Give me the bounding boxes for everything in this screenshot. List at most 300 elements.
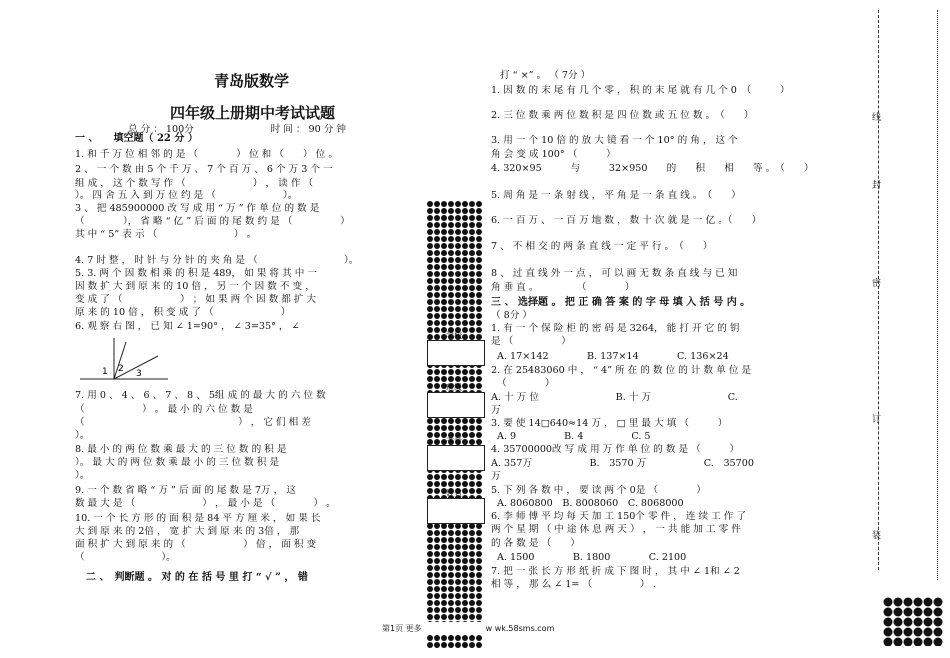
binding-dot	[462, 299, 468, 305]
binding-dot	[448, 201, 454, 207]
left-line: 3 、 把 485900000 改 写 成 用 “ 万 ” 作 单 位 的 数 是	[75, 203, 320, 214]
corner-dot	[924, 638, 933, 647]
figure-label-1: 1	[102, 367, 108, 377]
binding-dot	[455, 208, 461, 214]
binding-dot	[448, 614, 454, 620]
binding-dot	[434, 600, 440, 606]
corner-dot	[934, 638, 943, 647]
binding-dot	[427, 642, 433, 648]
binding-dot	[448, 243, 454, 249]
binding-dot	[434, 376, 440, 382]
binding-dot	[427, 635, 433, 641]
binding-line-outer	[937, 10, 938, 580]
binding-dot	[476, 257, 482, 263]
right-line: 角 会 变 成 100° （ ）	[491, 149, 616, 160]
binding-dot	[476, 635, 482, 641]
binding-dot	[476, 558, 482, 564]
binding-dot	[455, 593, 461, 599]
right-line: 万	[491, 405, 501, 416]
right-line: 角 垂 直 。 （ ）	[491, 282, 635, 293]
binding-dot	[476, 285, 482, 291]
binding-dot	[462, 593, 468, 599]
binding-dot	[462, 418, 468, 424]
right-line: 3. 用 一 个 10 倍 的 放 大 镜 看 一 个 10° 的 角 ， 这 个	[491, 135, 738, 146]
right-line: 6. 一 百 万 、 一 百 万 地 数 ， 数 十 次 就 是 一 亿 。（ ）	[491, 215, 762, 226]
figure-label-2: 2	[118, 364, 124, 374]
binding-dot	[448, 313, 454, 319]
binding-dot	[434, 208, 440, 214]
binding-dot	[455, 572, 461, 578]
binding-dot	[476, 586, 482, 592]
binding-dot	[441, 292, 447, 298]
binding-dot	[434, 236, 440, 242]
doc-subtitle: 四年级上册期中考试试题	[170, 104, 336, 122]
binding-dot	[462, 530, 468, 536]
binding-dot	[455, 306, 461, 312]
binding-dot	[455, 607, 461, 613]
binding-dot	[448, 530, 454, 536]
binding-dot	[448, 558, 454, 564]
binding-dot	[434, 222, 440, 228]
binding-dot	[434, 250, 440, 256]
corner-dot	[934, 598, 943, 607]
binding-dot	[469, 635, 475, 641]
binding-dot	[476, 579, 482, 585]
binding-dot	[455, 614, 461, 620]
left-line: 原 来 的 10 倍 ， 积 变 成 了 （ ）	[75, 307, 291, 318]
binding-dot	[469, 544, 475, 550]
binding-dot	[462, 327, 468, 333]
binding-dot	[455, 264, 461, 270]
binding-dot	[441, 215, 447, 221]
binding-dot	[434, 257, 440, 263]
binding-dot	[476, 488, 482, 494]
binding-dot	[434, 530, 440, 536]
binding-dot	[462, 586, 468, 592]
binding-dot	[427, 488, 433, 494]
binding-dot	[469, 222, 475, 228]
binding-dot	[427, 278, 433, 284]
binding-dot	[469, 306, 475, 312]
binding-dot	[434, 607, 440, 613]
right-line: 8 、 过 直 线 外 一 点 ， 可 以 画 无 数 条 直 线 与 已 知	[491, 268, 738, 279]
binding-dot	[469, 481, 475, 487]
binding-dot	[434, 327, 440, 333]
binding-dot	[441, 306, 447, 312]
right-line: A. 9 B. 4 C. 5	[497, 431, 651, 442]
binding-dot	[476, 306, 482, 312]
binding-dot	[469, 488, 475, 494]
binding-dot	[455, 313, 461, 319]
binding-dot	[448, 236, 454, 242]
left-line: （ ） 。 最 小 的 六 位 数 是	[75, 404, 253, 415]
right-line: 6. 李 师 傅 平 均 每 天 加 工 150个 零 件 ， 连 续 工 作 了	[491, 511, 747, 522]
binding-dot	[441, 558, 447, 564]
right-line: 2. 在 25483060 中 ， “ 4” 所 在 的 数 位 的 计 数 单 位 是	[491, 365, 752, 376]
right-line: 两 个 星 期 （ 中 途 休 息 两 天 ） ， 一 共 能 加 工 零 件	[491, 524, 741, 535]
right-line: 的 各 数 是 （ ）	[491, 538, 580, 549]
binding-dot	[448, 215, 454, 221]
binding-dot	[462, 271, 468, 277]
binding-dot	[469, 236, 475, 242]
binding-dot	[441, 481, 447, 487]
binding-dot	[455, 586, 461, 592]
binding-dot	[448, 537, 454, 543]
binding-dot	[469, 320, 475, 326]
binding-dot	[476, 614, 482, 620]
binding-dot	[455, 530, 461, 536]
binding-dot	[462, 572, 468, 578]
binding-dot	[476, 327, 482, 333]
binding-dot	[427, 572, 433, 578]
binding-dot	[427, 600, 433, 606]
binding-dot	[476, 530, 482, 536]
left-line: 二 、 判断题 。 对 的 在 括 号 里 打 “ √ ” ， 错	[86, 572, 308, 583]
binding-dot	[462, 313, 468, 319]
binding-dot	[441, 551, 447, 557]
binding-dot	[434, 579, 440, 585]
binding-dot	[469, 537, 475, 543]
left-line: （ ）。	[75, 552, 176, 563]
binding-dot	[441, 565, 447, 571]
binding-dot	[476, 565, 482, 571]
binding-dot	[441, 607, 447, 613]
binding-dot	[434, 271, 440, 277]
left-line: 因 数 扩 大 到 原 来 的 10 倍 ， 另 一 个 因 数 不 变 ，	[75, 281, 315, 292]
binding-dot	[427, 607, 433, 613]
binding-dot	[476, 376, 482, 382]
binding-dot	[469, 586, 475, 592]
binding-dot	[427, 593, 433, 599]
binding-dot	[476, 292, 482, 298]
binding-dot	[448, 593, 454, 599]
binding-dot	[441, 243, 447, 249]
binding-dot	[469, 278, 475, 284]
binding-dot	[462, 432, 468, 438]
binding-dot	[462, 278, 468, 284]
binding-dot	[427, 236, 433, 242]
binding-dot	[441, 250, 447, 256]
binding-dot	[427, 208, 433, 214]
binding-dot	[441, 320, 447, 326]
binding-dot	[441, 474, 447, 480]
binding-dot	[476, 236, 482, 242]
binding-dot	[441, 313, 447, 319]
left-line: 2 、 一 个 数 由 5 个 千 万 、 7 个 百 万 、 6 个 万 3 个 一	[75, 164, 333, 175]
binding-dot	[455, 278, 461, 284]
binding-dot	[427, 299, 433, 305]
binding-dot	[448, 425, 454, 431]
binding-dot	[455, 299, 461, 305]
binding-dot	[455, 474, 461, 480]
binding-dot	[427, 327, 433, 333]
binding-dot	[427, 222, 433, 228]
binding-dot	[441, 593, 447, 599]
binding-dot	[455, 551, 461, 557]
left-line: 7. 用 0 、 4 、 6 、 7 、 8 、 5组 成 的 最 大 的 六 位 数	[75, 390, 326, 401]
binding-dot	[469, 593, 475, 599]
binding-dot	[448, 229, 454, 235]
binding-dot	[448, 474, 454, 480]
binding-dot	[448, 607, 454, 613]
right-line: 2. 三 位 数 乘 两 位 数 积 是 四 位 数 或 五 位 数 。 （ ）	[491, 110, 754, 121]
binding-dot	[469, 292, 475, 298]
right-line: （ ）	[497, 378, 555, 389]
corner-dot	[924, 618, 933, 627]
left-line: 一 、 填空题（ 22 分 ）	[75, 133, 198, 144]
binding-dot	[434, 299, 440, 305]
binding-dot	[441, 229, 447, 235]
left-line: 组 成 ， 这 个 数 写 作 （ ） ， 读 作 （	[75, 178, 314, 189]
binding-dot	[448, 264, 454, 270]
binding-dot	[441, 285, 447, 291]
binding-dot	[462, 306, 468, 312]
binding-char-bind: 订	[872, 415, 882, 425]
binding-dot	[441, 299, 447, 305]
corner-dot	[914, 618, 923, 627]
binding-dot	[462, 222, 468, 228]
binding-dot	[448, 271, 454, 277]
corner-dot	[934, 628, 943, 637]
left-line: 大 到 原 来 的 2倍 ， 宽 扩 大 到 原 来 的 3倍 ， 那	[75, 526, 300, 537]
binding-dot	[469, 264, 475, 270]
binding-dot	[462, 481, 468, 487]
right-line: 7 、 不 相 交 的 两 条 直 线 一 定 平 行 。 （ ）	[491, 241, 713, 252]
binding-dot	[434, 635, 440, 641]
binding-dot	[434, 481, 440, 487]
binding-dot	[434, 572, 440, 578]
binding-dot	[455, 579, 461, 585]
binding-dot	[476, 425, 482, 431]
binding-dot	[469, 432, 475, 438]
corner-dot	[914, 628, 923, 637]
binding-dot	[476, 299, 482, 305]
binding-dot	[434, 264, 440, 270]
binding-dot	[434, 537, 440, 543]
binding-dot	[434, 432, 440, 438]
binding-dot	[462, 215, 468, 221]
right-line: 5. 下 列 各 数 中 ， 要 读 两 个 0是 （ ）	[491, 485, 706, 496]
binding-dot	[469, 579, 475, 585]
corner-dot	[924, 628, 933, 637]
right-line: 1. 有 一 个 保 险 柜 的 密 码 是 3264， 能 打 开 它 的 钥	[491, 323, 740, 334]
left-line: ）。	[75, 470, 90, 481]
right-line: 7. 把 一 张 长 方 形 纸 折 成 下 图 时 ， 其 中 ∠ 1和 ∠ 2	[491, 566, 740, 577]
left-line: 9. 一 个 数 省 略 “ 万 ” 后 面 的 尾 数 是 7万 ， 这	[75, 485, 296, 496]
binding-dot	[476, 313, 482, 319]
binding-dot	[462, 425, 468, 431]
left-line: 其 中 “ 5” 表 示 （ ） 。	[75, 229, 257, 240]
corner-dot	[934, 618, 943, 627]
binding-dot	[469, 299, 475, 305]
binding-dot	[476, 320, 482, 326]
class-field[interactable]	[427, 392, 485, 418]
binding-dot	[462, 600, 468, 606]
binding-dot	[455, 544, 461, 550]
binding-dot	[427, 320, 433, 326]
corner-dot	[884, 608, 893, 617]
binding-dot	[462, 236, 468, 242]
exam-number-field[interactable]	[427, 445, 485, 471]
binding-dot	[469, 614, 475, 620]
binding-dot	[427, 586, 433, 592]
corner-dot	[904, 618, 913, 627]
name-label: 姓名	[446, 489, 462, 498]
right-line: A. 十 万 位 B. 十 万 C.	[491, 392, 738, 403]
binding-dot	[441, 425, 447, 431]
corner-dot	[904, 608, 913, 617]
binding-dot	[462, 607, 468, 613]
binding-dot	[427, 565, 433, 571]
binding-dot	[434, 586, 440, 592]
right-line: A. 17×142 B. 137×14 C. 136×24	[497, 351, 729, 362]
binding-dot	[427, 250, 433, 256]
left-line: 6. 观 察 右 图 ， 已 知 ∠ 1=90° ， ∠ 3=35° ， ∠	[75, 321, 300, 332]
binding-dot	[441, 222, 447, 228]
right-line: A. 1500 B. 1800 C. 2100	[497, 552, 687, 563]
binding-dot	[462, 614, 468, 620]
right-line: A. 357万 B. 3570 万 C. 35700	[491, 458, 754, 469]
binding-dot	[434, 418, 440, 424]
binding-dot	[462, 537, 468, 543]
right-line: 1. 因 数 的 末 尾 有 几 个 零 ， 积 的 末 尾 就 有 几 个 0 （ ）	[491, 85, 790, 96]
binding-dot	[434, 383, 440, 389]
binding-dot	[448, 418, 454, 424]
binding-dot	[462, 208, 468, 214]
binding-dot	[469, 607, 475, 613]
binding-dot	[469, 558, 475, 564]
binding-dot	[441, 271, 447, 277]
binding-dot	[462, 544, 468, 550]
binding-dot	[455, 320, 461, 326]
binding-dot	[448, 292, 454, 298]
binding-dot	[434, 292, 440, 298]
binding-dot	[462, 243, 468, 249]
binding-dot	[462, 383, 468, 389]
binding-dot	[476, 264, 482, 270]
binding-dot	[427, 229, 433, 235]
binding-dot	[469, 271, 475, 277]
corner-dot	[914, 638, 923, 647]
binding-dot	[469, 327, 475, 333]
binding-dot	[448, 208, 454, 214]
right-line: 4. 35700000改 写 成 用 万 作 单 位 的 数 是 （ ）	[491, 444, 740, 455]
binding-dot	[476, 474, 482, 480]
school-field[interactable]	[427, 340, 485, 366]
binding-dot	[441, 579, 447, 585]
binding-char-line: 线	[872, 113, 882, 123]
exam-meta: 总 分 ： 100分 时 间 ： 90 分 钟	[128, 124, 347, 135]
binding-dot	[455, 537, 461, 543]
binding-dot	[462, 369, 468, 375]
binding-dot	[469, 551, 475, 557]
binding-dot	[462, 201, 468, 207]
binding-dot	[427, 271, 433, 277]
binding-dots-middle	[426, 200, 486, 648]
left-line: 5. 3. 两 个 因 数 相 乘 的 积 是 489， 如 果 将 其 中 一	[75, 268, 317, 279]
binding-dot	[469, 243, 475, 249]
binding-dot	[434, 593, 440, 599]
binding-dot	[448, 586, 454, 592]
right-line: 4. 320×95 与 32×950 的 积 相 等 。 （ ）	[491, 163, 814, 174]
binding-dot	[476, 208, 482, 214]
binding-dot	[469, 215, 475, 221]
binding-dot	[427, 243, 433, 249]
binding-dot	[427, 614, 433, 620]
binding-dot	[441, 614, 447, 620]
binding-dot	[434, 565, 440, 571]
doc-title: 青岛版数学	[214, 72, 290, 90]
left-line: 10. 一 个 长 方 形 的 面 积 是 84 平 方 厘 米 ， 如 果 长	[75, 513, 321, 524]
left-line: 8. 最 小 的 两 位 数 乘 最 大 的 三 位 数 的 积 是	[75, 444, 287, 455]
right-line: （ 8分 ）	[491, 310, 532, 321]
binding-dot	[448, 481, 454, 487]
binding-dot	[441, 600, 447, 606]
left-line: （ ）， 省 略 “ 亿 ” 后 面 的 尾 数 约 是 （ ）	[75, 216, 350, 227]
name-field[interactable]	[427, 498, 485, 524]
binding-dot	[469, 474, 475, 480]
binding-dot	[434, 201, 440, 207]
binding-dot	[448, 299, 454, 305]
binding-dot	[455, 229, 461, 235]
binding-dot	[455, 418, 461, 424]
binding-dot	[427, 201, 433, 207]
binding-dot	[455, 558, 461, 564]
corner-dot	[894, 628, 903, 637]
binding-dot	[434, 544, 440, 550]
binding-dot	[448, 572, 454, 578]
left-line: （ ） ， 它 们 相 差	[75, 417, 311, 428]
binding-dot	[455, 236, 461, 242]
left-line: ）。	[75, 430, 90, 441]
binding-dot	[441, 544, 447, 550]
binding-dot	[441, 586, 447, 592]
binding-dot	[462, 250, 468, 256]
right-line: 5. 周 角 是 一 条 射 线 ， 平 角 是 一 条 直 线 。 （ ）	[491, 190, 741, 201]
binding-dot	[441, 530, 447, 536]
binding-dot	[462, 635, 468, 641]
binding-dot	[427, 579, 433, 585]
right-line: 万	[491, 471, 501, 482]
binding-dot	[427, 292, 433, 298]
angle-figure	[80, 336, 170, 382]
binding-char-secret: 密	[872, 279, 882, 289]
binding-dot	[469, 642, 475, 648]
binding-dot	[434, 369, 440, 375]
binding-dot	[469, 201, 475, 207]
corner-dot	[894, 638, 903, 647]
binding-dot	[441, 236, 447, 242]
binding-dot	[476, 600, 482, 606]
binding-dot	[434, 215, 440, 221]
binding-dot	[441, 418, 447, 424]
binding-dot	[448, 278, 454, 284]
binding-dot	[434, 642, 440, 648]
binding-dot	[434, 551, 440, 557]
binding-dot	[476, 243, 482, 249]
corner-dot	[894, 608, 903, 617]
binding-dot	[441, 278, 447, 284]
binding-dot	[427, 558, 433, 564]
binding-dot	[476, 432, 482, 438]
binding-dot	[476, 250, 482, 256]
corner-dot	[884, 598, 893, 607]
binding-dot	[434, 278, 440, 284]
binding-dot	[455, 600, 461, 606]
corner-dot	[884, 638, 893, 647]
corner-dot	[904, 638, 913, 647]
binding-dot	[427, 481, 433, 487]
